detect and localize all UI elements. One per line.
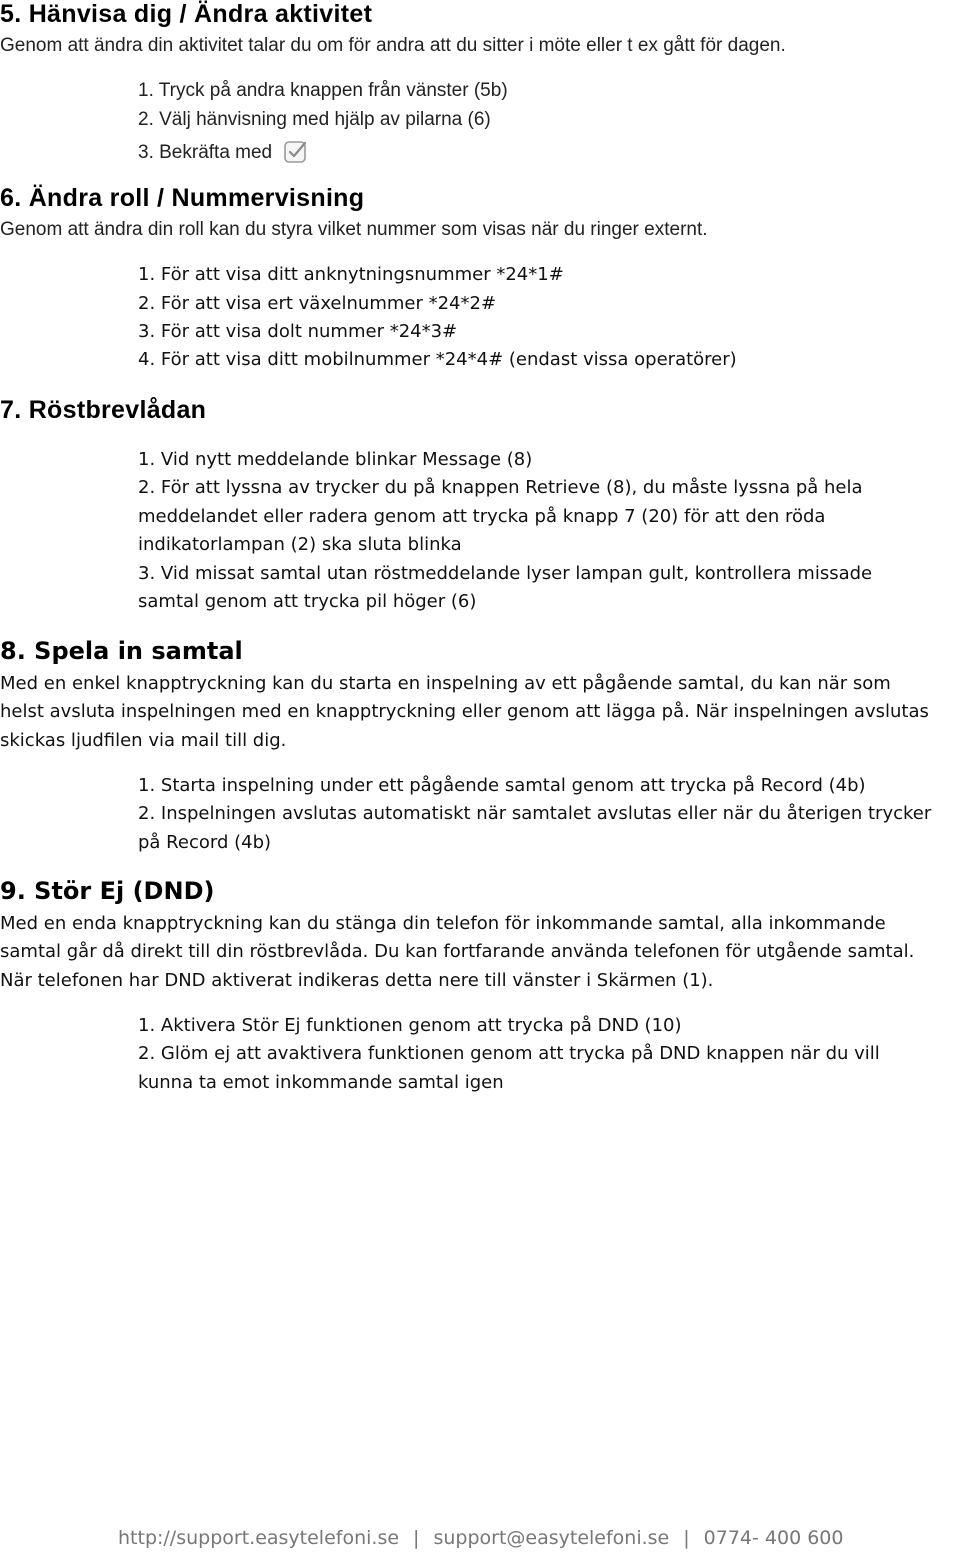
section-8-line-1: 1. Starta inspelning under ett pågående samtal genom att trycka på Record (4b) — [138, 775, 866, 796]
section-8-intro-line-2: helst avsluta inspelningen med en knapptryckning eller genom att lägga på. När inspelningen avslutas — [0, 701, 929, 722]
section-8-heading: 8. Spela in samtal — [0, 637, 243, 665]
section-8-line-3: på Record (4b) — [138, 832, 272, 853]
section-8-intro-line-3: skickas ljudfilen via mail till dig. — [0, 730, 287, 751]
section-9-intro-line-2: samtal går då direkt till din röstbrevlåda. Du kan fortfarande använda telefonen för utgående samtal. — [0, 941, 915, 962]
section-9-line-1: 1. Aktivera Stör Ej funktionen genom att trycka på DND (10) — [138, 1015, 682, 1036]
section-7-line-4: indikatorlampan (2) ska sluta blinka — [138, 534, 462, 555]
checkmark-icon — [283, 138, 310, 165]
footer-email-link[interactable]: support@easytelefoni.se — [433, 1527, 670, 1549]
section-5-item-1: 1. Tryck på andra knappen från vänster (5b) — [138, 80, 508, 101]
section-6-item-3: 3. För att visa dolt nummer *24*3# — [138, 321, 458, 342]
section-5-heading: 5. Hänvisa dig / Ändra aktivitet — [0, 0, 373, 28]
section-8-line-2: 2. Inspelningen avslutas automatiskt när samtalet avslutas eller när du återigen trycker — [138, 803, 932, 824]
section-7-line-5: 3. Vid missat samtal utan röstmeddelande lyser lampan gult, kontrollera missade — [138, 563, 873, 584]
page-footer — [118, 1527, 843, 1549]
section-9-line-3: kunna ta emot inkommande samtal igen — [138, 1072, 504, 1093]
section-6-intro: Genom att ändra din roll kan du styra vilket nummer som visas när du ringer externt. — [0, 219, 708, 240]
section-5-item-3 — [138, 138, 310, 165]
footer-url-link[interactable]: http://support.easytelefoni.se — [118, 1527, 400, 1549]
section-9-intro-line-1: Med en enda knapptryckning kan du stänga din telefon för inkommande samtal, alla inkommande — [0, 913, 886, 934]
section-7-line-6: samtal genom att trycka pil höger (6) — [138, 591, 477, 612]
section-7-heading: 7. Röstbrevlådan — [0, 396, 207, 424]
footer-separator: | — [683, 1527, 690, 1549]
section-7-line-3: meddelandet eller radera genom att trycka på knapp 7 (20) för att den röda — [138, 506, 826, 527]
section-6-item-4: 4. För att visa ditt mobilnummer *24*4# (endast vissa operatörer) — [138, 349, 737, 370]
section-5-intro: Genom att ändra din aktivitet talar du om för andra att du sitter i möte eller t ex gått för dagen. — [0, 35, 786, 56]
section-9-line-2: 2. Glöm ej att avaktivera funktionen genom att trycka på DND knappen när du vill — [138, 1043, 880, 1064]
section-8-intro-line-1: Med en enkel knapptryckning kan du starta en inspelning av ett pågående samtal, du kan när som — [0, 673, 891, 694]
section-5-item-3-text: 3. Bekräfta med — [138, 142, 273, 163]
section-9-heading: 9. Stör Ej (DND) — [0, 877, 215, 905]
section-5-item-2: 2. Välj hänvisning med hjälp av pilarna (6) — [138, 109, 491, 130]
section-6-item-1: 1. För att visa ditt anknytningsnummer *24*1# — [138, 264, 564, 285]
section-9-intro-line-3: När telefonen har DND aktiverat indikeras detta nere till vänster i Skärmen (1). — [0, 970, 714, 991]
section-6-item-2: 2. För att visa ert växelnummer *24*2# — [138, 293, 497, 314]
section-7-line-1: 1. Vid nytt meddelande blinkar Message (8) — [138, 449, 533, 470]
section-6-heading: 6. Ändra roll / Nummervisning — [0, 184, 365, 212]
footer-phone: 0774- 400 600 — [703, 1527, 844, 1549]
section-7-line-2: 2. För att lyssna av trycker du på knappen Retrieve (8), du måste lyssna på hela — [138, 477, 863, 498]
footer-separator: | — [413, 1527, 420, 1549]
